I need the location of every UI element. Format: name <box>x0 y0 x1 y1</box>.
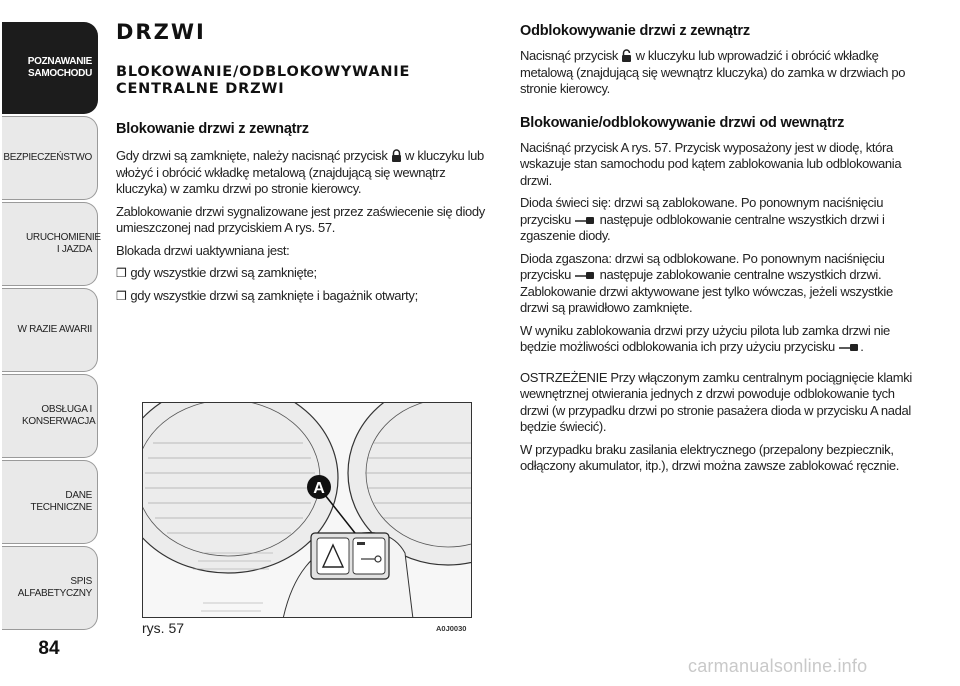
text: w kluczyku lub wprowadzić i obrócić wkładkę metalową (znajdującą się wewnątrz kluczyka) do zamka w drzwiach po stronie kierowcy. <box>520 48 906 96</box>
section-heading: Odblokowywanie drzwi z zewnątrz <box>520 23 750 39</box>
figure-caption: rys. 57 <box>142 620 185 636</box>
tab-obsluga-i-konserwacja[interactable] <box>2 374 98 458</box>
paragraph <box>520 48 916 98</box>
text: Nacisnąć przycisk <box>520 48 619 63</box>
text: W wyniku zablokowania drzwi przy użyciu pilota lub zamka drzwi nie będzie możliwości odblokowania ich przy użyciu przycisku <box>520 322 890 354</box>
tab-uruchomienie-i-jazda[interactable] <box>2 202 101 286</box>
callout-label: A <box>313 480 325 497</box>
tab-label: SPIS ALFABETYCZNY <box>17 576 92 599</box>
list-item-text: gdy wszystkie drzwi są zamknięte i bagażnik otwarty; <box>130 287 418 303</box>
tab-label: W RAZIE AWARII <box>17 324 92 335</box>
tab-label: URUCHOMIENIE I JAZDA <box>26 232 101 255</box>
central-lock-icon <box>838 343 860 352</box>
paragraph <box>116 148 496 198</box>
text: następuje zablokowanie centralne wszystkich drzwi. Zablokowanie drzwi aktywowane jest tylko wówczas, jeżeli wszystkie drzwi są prawidłowo zamknięte. <box>520 267 893 315</box>
tab-poznawanie-samochodu[interactable] <box>2 22 98 114</box>
list-item <box>116 288 496 305</box>
text: Dioda świeci się: drzwi są zablokowane. Po ponownym naciśnięciu przycisku <box>520 195 884 227</box>
watermark: carmanualsonline.info <box>688 656 868 676</box>
tab-label: POZNAWANIE SAMOCHODU <box>27 56 92 79</box>
section-unlock-from-outside <box>520 22 916 475</box>
figure-code: A0J0030 <box>436 624 467 633</box>
chapter-tab-rail <box>0 0 100 686</box>
paragraph: Zablokowanie drzwi sygnalizowane jest przez zaświecenie się diody umieszczonej nad przyciskiem A rys. 57. <box>116 203 485 235</box>
section-heading: Blokowanie/odblokowywanie drzwi od wewnątrz <box>520 114 845 131</box>
tab-w-razie-awarii[interactable] <box>2 288 98 372</box>
list-item <box>116 265 496 282</box>
page-title: DRZWI <box>116 20 206 44</box>
unlock-icon <box>621 49 632 62</box>
tab-bezpieczenstwo[interactable] <box>2 116 98 200</box>
lock-icon <box>391 149 402 162</box>
page-number: 84 <box>38 638 60 659</box>
bullet: ❒ <box>116 288 127 303</box>
text: Dioda zgaszona: drzwi są odblokowane. Po ponownym naciśnięciu przycisku <box>520 250 885 282</box>
section-lock-from-outside <box>116 120 496 304</box>
text: Gdy drzwi są zamknięte, należy nacisnąć przycisk <box>116 148 388 163</box>
section-title: BLOKOWANIE/ODBLOKOWYWANIE CENTRALNE DRZWI <box>116 64 411 97</box>
text: w kluczyku lub włożyć i obrócić wkładkę metalową (znajdującą się wewnątrz kluczyka) w zamku drzwi po stronie kierowcy. <box>116 148 484 196</box>
tab-spis-alfabetyczny[interactable] <box>2 546 98 630</box>
tab-label: BEZPIECZEŃSTWO <box>3 152 92 163</box>
central-lock-icon <box>574 271 596 280</box>
section-heading: Blokowanie drzwi z zewnątrz <box>116 121 309 137</box>
tab-label: DANE TECHNICZNE <box>30 490 92 513</box>
bullet: ❒ <box>116 266 127 280</box>
figure-door-lock-button <box>142 402 472 618</box>
tab-dane-techniczne[interactable] <box>2 460 98 544</box>
dashboard-illustration <box>143 403 472 618</box>
list-item-text: gdy wszystkie drzwi są zamknięte; <box>130 265 317 280</box>
warning-paragraph: OSTRZEŻENIE Przy włączonym zamku centralnym pociągnięcie klamki wewnętrznej otwierania jednych z drzwi powoduje odblokowanie tych drzwi (w przypadku drzwi po stronie pasażera dioda w przycisku A nadal będzie świecić). <box>520 369 912 434</box>
paragraph: Naciśnąć przycisk A rys. 57. Przycisk wyposażony jest w diodę, która wskazuje stan samochodu pod kątem zablokowania lub odblokowania drzwi. <box>520 139 902 188</box>
paragraph: W przypadku braku zasilania elektrycznego (przepalony bezpiecznik, odłączony akumulator, itp.), drzwi można zawsze zablokować ręcznie. <box>520 441 900 473</box>
paragraph <box>520 195 916 245</box>
text: . <box>860 339 864 354</box>
text: następuje odblokowanie centralne wszystkich drzwi i zgaszenie diody. <box>520 211 885 243</box>
paragraph <box>520 323 916 356</box>
paragraph <box>520 251 916 317</box>
led-indicator <box>357 542 365 545</box>
central-lock-icon <box>574 216 596 225</box>
tab-label: OBSŁUGA I KONSERWACJA <box>22 404 96 427</box>
paragraph: Blokada drzwi uaktywniana jest: <box>116 242 290 258</box>
